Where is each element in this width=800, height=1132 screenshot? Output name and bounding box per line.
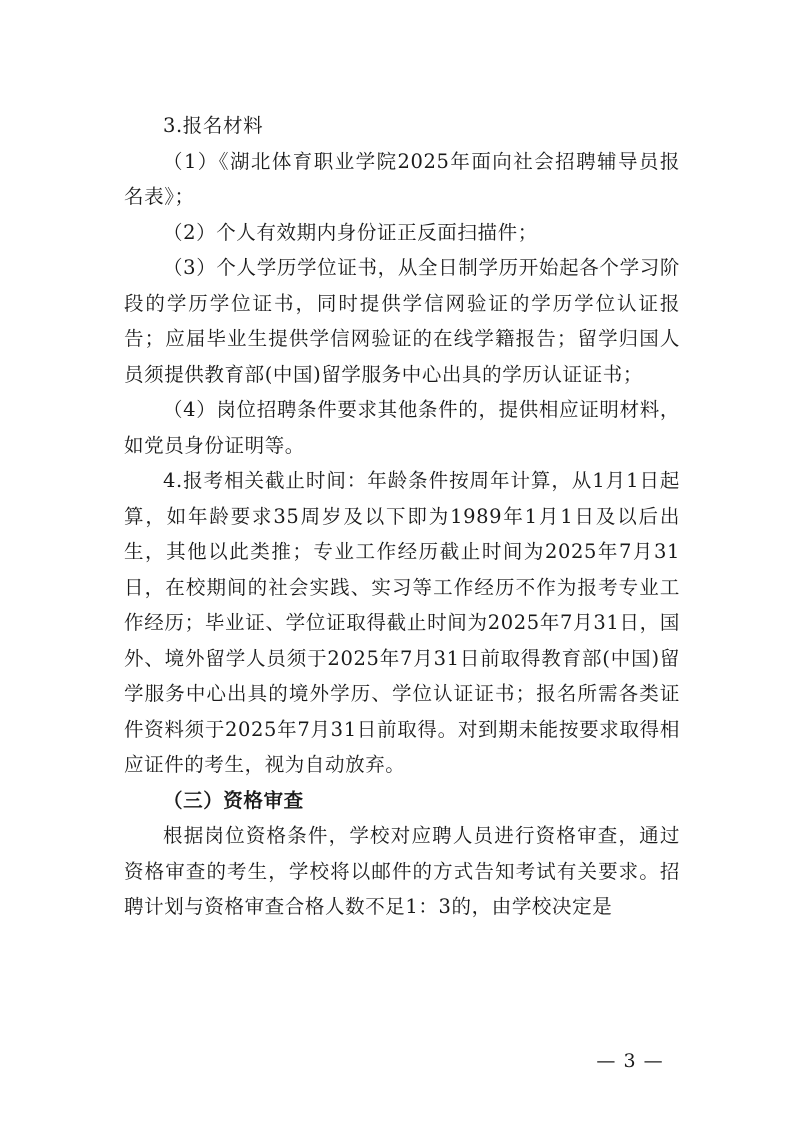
page-number: — 3 — xyxy=(596,1050,664,1072)
paragraph-deadlines: 4.报考相关截止时间：年龄条件按周年计算，从1月1日起算，如年龄要求35周岁及以下即为1989年1月1日及以后出生，其他以此类推；专业工作经历截止时间为2025年7月31日，在校期间的社会实践、实习等工作经历不作为报考专业工作经历；毕业证、学位证取得截止时间为2025年7月31日，国外、境外留学人员须于2025年7月31日前取得教育部(中国)留学服务中心出具的境外学历、学位认证证书；报名所需各类证件资料须于2025年7月31日前取得。对到期未能按要求取得相应证件的考生，视为自动放弃。 xyxy=(124,469,680,776)
document-body xyxy=(124,108,680,925)
paragraph-item-4: （4）岗位招聘条件要求其他条件的，提供相应证明材料，如党员身份证明等。 xyxy=(124,398,680,457)
paragraph-qualification-review: 根据岗位资格条件，学校对应聘人员进行资格审查，通过资格审查的考生，学校将以邮件的方式告知考试有关要求。招聘计划与资格审查合格人数不足1：3的，由学校决定是 xyxy=(124,824,680,918)
paragraph-materials-heading: 3.报名材料 xyxy=(163,114,264,137)
paragraph-item-3: （3）个人学历学位证书，从全日制学历开始起各个学习阶段的学历学位证书，同时提供学信网验证的学历学位认证报告；应届毕业生提供学信网验证的在线学籍报告；留学归国人员须提供教育部(中国)留学服务中心出具的学历认证证书； xyxy=(124,256,680,386)
paragraph-item-1: （1）《湖北体育职业学院2025年面向社会招聘辅导员报名表》； xyxy=(124,149,680,208)
section-heading-qualification-review: （三）资格审查 xyxy=(163,788,304,812)
paragraph-item-2: （2）个人有效期内身份证正反面扫描件； xyxy=(163,220,538,244)
